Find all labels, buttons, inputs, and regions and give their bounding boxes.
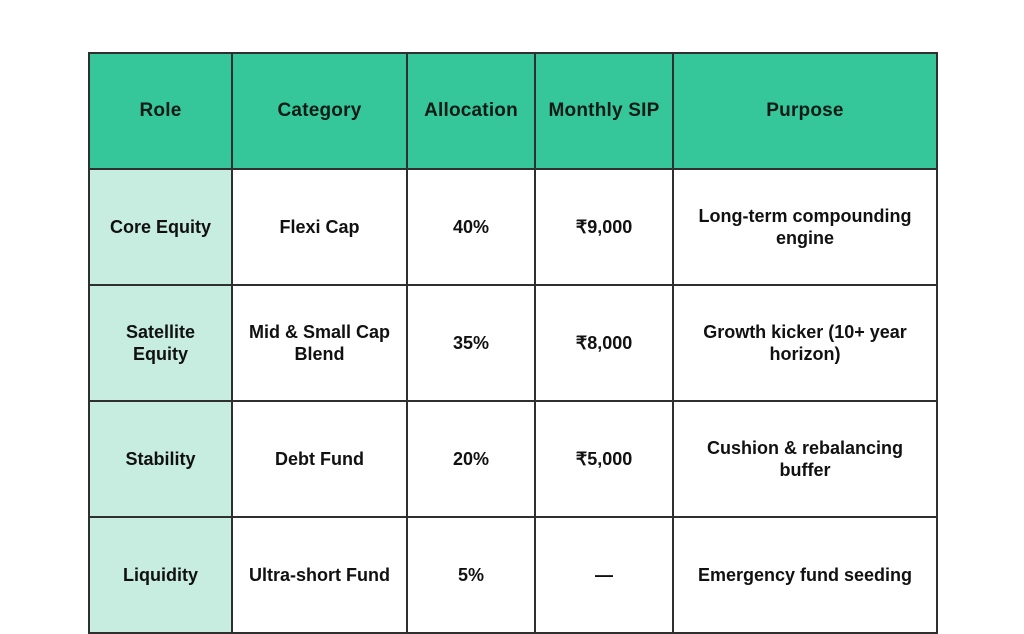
cell-category: Debt Fund [232, 401, 407, 517]
cell-purpose: Growth kicker (10+ year horizon) [673, 285, 937, 401]
cell-role: Core Equity [89, 169, 232, 285]
cell-monthly-sip: ₹5,000 [535, 401, 673, 517]
table-body [89, 169, 937, 633]
cell-allocation: 35% [407, 285, 535, 401]
allocation-table [88, 52, 938, 634]
cell-category: Flexi Cap [232, 169, 407, 285]
cell-category: Ultra-short Fund [232, 517, 407, 633]
cell-monthly-sip: — [535, 517, 673, 633]
column-header-allocation: Allocation [407, 53, 535, 169]
cell-monthly-sip: ₹8,000 [535, 285, 673, 401]
cell-role: Liquidity [89, 517, 232, 633]
cell-purpose: Cushion & rebalancing buffer [673, 401, 937, 517]
column-header-category: Category [232, 53, 407, 169]
cell-role: Satellite Equity [89, 285, 232, 401]
cell-purpose: Emergency fund seeding [673, 517, 937, 633]
table-row [89, 169, 937, 285]
table-header-row [89, 53, 937, 169]
allocation-table-container [88, 52, 936, 634]
table-row [89, 517, 937, 633]
table-header [89, 53, 937, 169]
cell-allocation: 40% [407, 169, 535, 285]
column-header-monthly-sip: Monthly SIP [535, 53, 673, 169]
table-row [89, 285, 937, 401]
cell-monthly-sip: ₹9,000 [535, 169, 673, 285]
cell-allocation: 5% [407, 517, 535, 633]
cell-role: Stability [89, 401, 232, 517]
cell-allocation: 20% [407, 401, 535, 517]
cell-purpose: Long-term compounding engine [673, 169, 937, 285]
table-row [89, 401, 937, 517]
column-header-role: Role [89, 53, 232, 169]
cell-category: Mid & Small Cap Blend [232, 285, 407, 401]
column-header-purpose: Purpose [673, 53, 937, 169]
